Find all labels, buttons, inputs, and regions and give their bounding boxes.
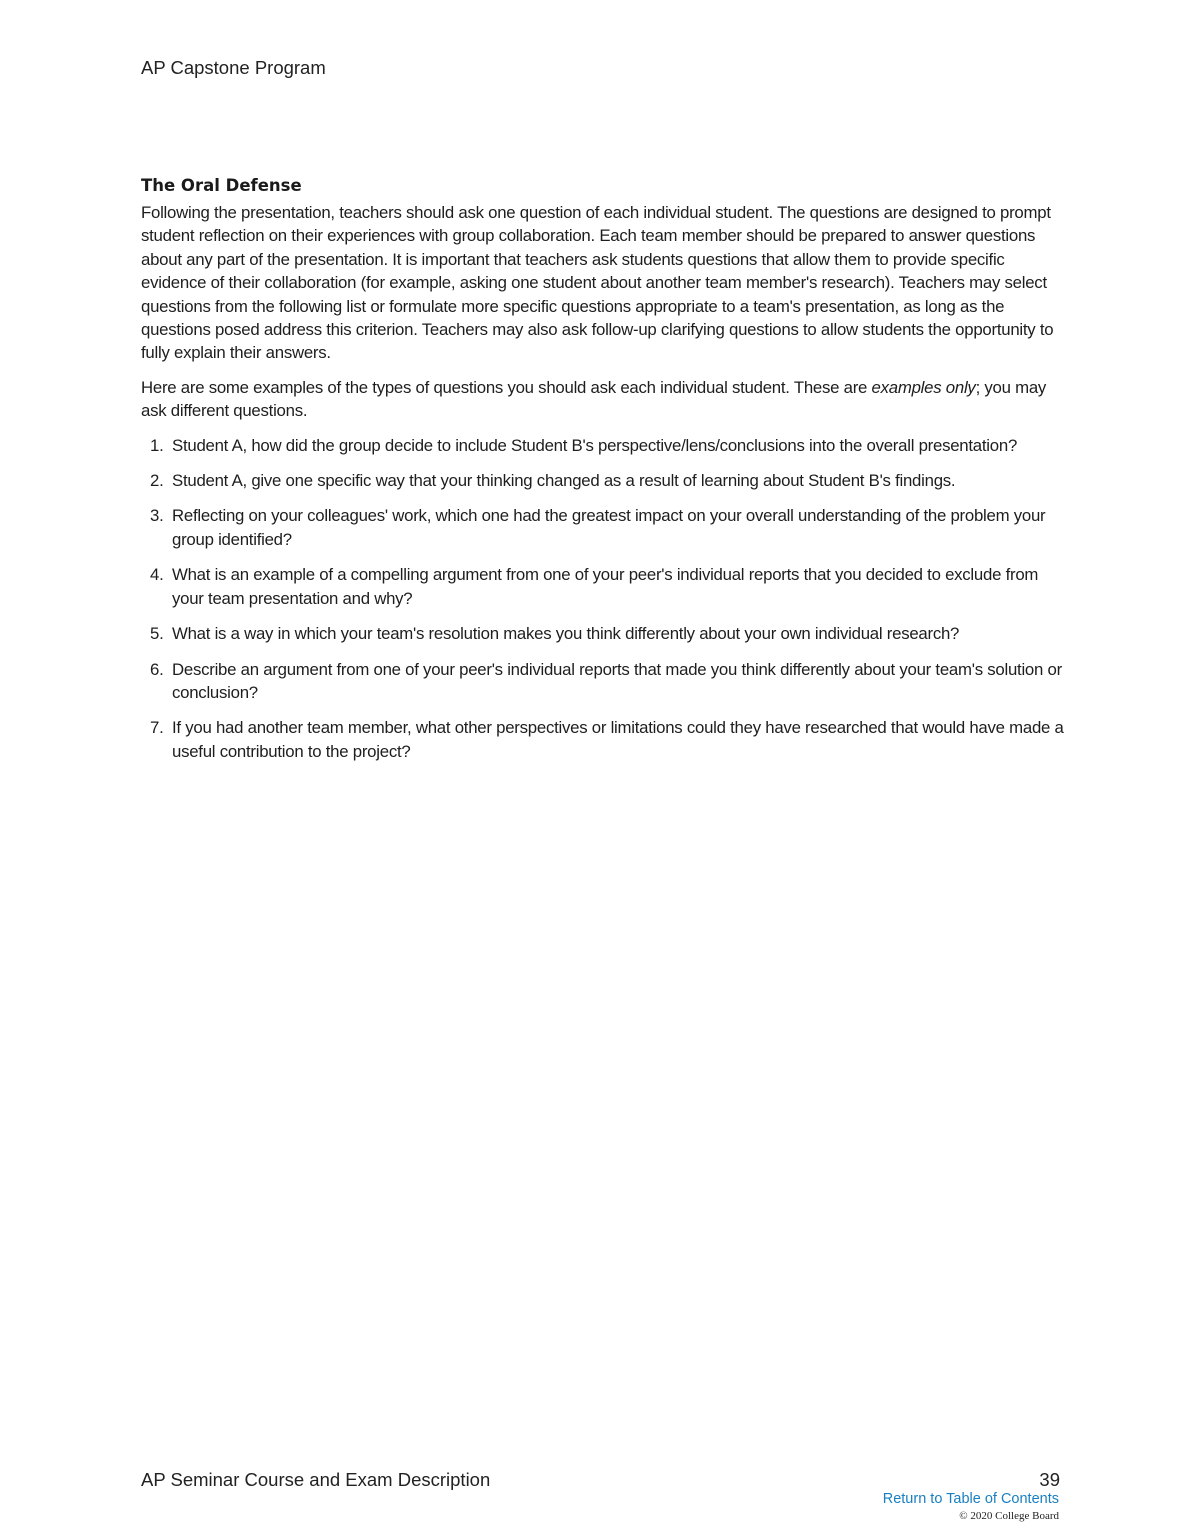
return-to-toc-link[interactable]: Return to Table of Contents: [882, 1491, 1059, 1507]
question-text: Describe an argument from one of your peer's individual reports that made you think differently about your team's solution or conclusion?: [172, 659, 1062, 702]
question-item: [141, 658, 1066, 705]
question-text: If you had another team member, what other perspectives or limitations could they have researched that would have made a useful contribution to the project?: [172, 718, 1064, 761]
question-item: [141, 469, 1066, 492]
section-heading: The Oral Defense: [141, 176, 302, 195]
question-number: 7.: [150, 718, 164, 738]
running-header: AP Capstone Program: [141, 57, 326, 78]
question-number: 1.: [150, 435, 164, 455]
question-text: Reflecting on your colleagues' work, which one had the greatest impact on your overall understanding of the problem your group identified?: [172, 506, 1046, 549]
question-item: [141, 504, 1066, 551]
questions-intro: [141, 376, 1066, 423]
copyright-notice: © 2020 College Board: [959, 1510, 1059, 1522]
question-text: What is a way in which your team's resolution makes you think differently about your own individual research?: [172, 624, 960, 644]
footer-document-title: AP Seminar Course and Exam Description: [141, 1469, 491, 1490]
intro-emphasis: examples only: [871, 377, 976, 397]
question-number: 4.: [150, 565, 164, 585]
question-item: [141, 434, 1066, 457]
question-text: What is an example of a compelling argument from one of your peer's individual reports that you decided to exclude from your team presentation and why?: [172, 565, 1039, 608]
page-number: 39: [1039, 1469, 1060, 1490]
question-item: [141, 716, 1066, 763]
question-text: Student A, give one specific way that your thinking changed as a result of learning about Student B's findings.: [172, 471, 956, 491]
question-item: [141, 622, 1066, 645]
intro-text-end: ; you may ask different questions.: [141, 377, 1047, 421]
question-number: 5.: [150, 624, 164, 644]
question-number: 6.: [150, 659, 164, 679]
questions-list: [141, 434, 1066, 763]
question-number: 3.: [150, 506, 164, 526]
question-item: [141, 563, 1066, 610]
question-text: Student A, how did the group decide to include Student B's perspective/lens/conclusions into the overall presentation?: [172, 435, 1018, 455]
question-number: 2.: [150, 471, 164, 491]
section-paragraph: Following the presentation, teachers should ask one question of each individual student. The questions are designed to prompt student reflection on their experiences with group collaboration. Each team member should be prepared to answer questions about any part of the presentation. It is important that teachers ask students questions that allow them to provide specific evidence of their collaboration (for example, asking one student about another team member's research). Teachers may select questions from the following list or formulate more specific questions appropriate to a team's presentation, as long as the questions posed address this criterion. Teachers may also ask follow-up clarifying questions to allow students the opportunity to fully explain their answers.: [141, 203, 1054, 363]
main-content: [141, 175, 1066, 775]
intro-text: Here are some examples of the types of questions you should ask each individual student. These are: [141, 377, 872, 397]
